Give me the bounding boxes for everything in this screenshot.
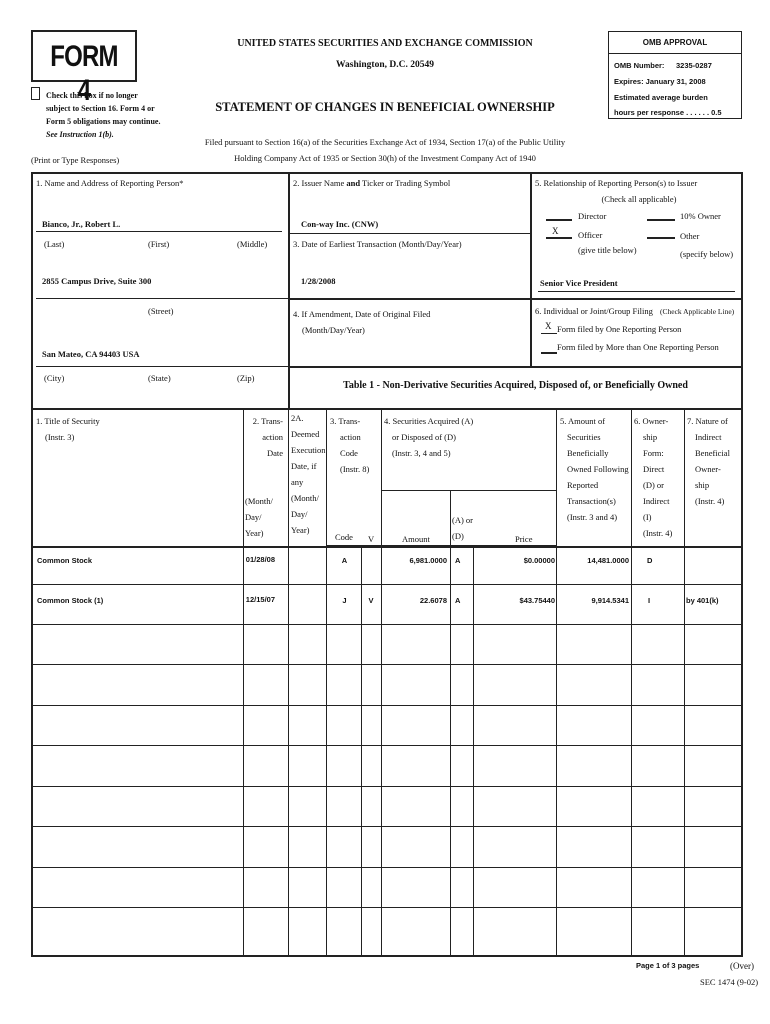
col-title-of-security: 1. Title of Security (Instr. 3) [36, 416, 100, 442]
row-transaction-date: 01/28/08 [245, 555, 275, 564]
row-transaction-date: 12/15/07 [245, 595, 275, 604]
agency-location: Washington, D.C. 20549 [336, 60, 434, 70]
col-amount-sub: Amount [402, 534, 430, 544]
officer-check-mark[interactable]: X [552, 226, 559, 236]
group-filing-label: 6. Individual or Joint/Group Filing [535, 306, 653, 316]
row-amount: 6,981.0000 [409, 556, 447, 565]
col-ownership-form: 6. Owner- ship Form: Direct (D) or Indirect (I) (Instr. 4) [634, 416, 673, 538]
row-security-title: Common Stock [37, 556, 93, 565]
no-longer-subject-checkbox[interactable] [31, 87, 40, 100]
ten-pct-owner-label: 10% Owner [680, 211, 721, 221]
row-code: A [341, 556, 348, 565]
row-security-title: Common Stock (1) [37, 596, 104, 605]
row-amount-owned: 9,914.5341 [591, 596, 629, 605]
col-a-or-d-sub: (A) or (D) [452, 515, 474, 541]
row-price: $0.00000 [523, 556, 555, 565]
other-label: Other [680, 231, 700, 241]
col-code-sub: Code [335, 532, 353, 542]
other-sub-label: (specify below) [680, 249, 734, 259]
page-number: Page 1 of 3 pages [636, 961, 700, 970]
col-price-sub: Price [515, 534, 533, 544]
earliest-transaction-label: 3. Date of Earliest Transaction (Month/Day/Year) [293, 239, 462, 249]
row-code: J [342, 596, 347, 605]
col-deemed-execution-date: 2A. Deemed Execution Date, if any (Month/ Day/ Year) [291, 413, 326, 535]
col-securities-acquired: 4. Securities Acquired (A) or Disposed of (D) (Instr. 3, 4 and 5) [384, 416, 474, 458]
omb-expires: Expires: January 31, 2008 [614, 77, 706, 86]
over-note: (Over) [730, 961, 754, 971]
issuer-name-label: 2. Issuer Name and Ticker or Trading Symbol [293, 178, 451, 188]
filed-pursuant-line2: Holding Company Act of 1935 or Section 30(h) of the Investment Company Act of 1940 [234, 153, 536, 163]
street-address-value[interactable]: 2855 Campus Drive, Suite 300 [42, 276, 152, 286]
reporting-person-name[interactable]: Bianco, Jr., Robert L. [42, 219, 121, 229]
sec-form-number: SEC 1474 (9-02) [700, 977, 759, 987]
officer-label: Officer [578, 230, 603, 240]
more-person-check-line[interactable] [541, 352, 557, 354]
middle-label: (Middle) [237, 239, 268, 249]
state-label: (State) [148, 373, 171, 383]
omb-title: OMB APPROVAL [642, 38, 708, 47]
statement-title: STATEMENT OF CHANGES IN BENEFICIAL OWNERSHIP [215, 100, 555, 114]
table-row [31, 547, 743, 584]
relationship-sub: (Check all applicable) [601, 194, 677, 204]
director-label: Director [578, 211, 607, 221]
relationship-label: 5. Relationship of Reporting Person(s) to Issuer [535, 178, 698, 188]
agency-name: UNITED STATES SECURITIES AND EXCHANGE COMMISSION [237, 38, 533, 49]
row-v: V [368, 596, 374, 605]
reporting-person-label: 1. Name and Address of Reporting Person* [36, 178, 184, 188]
city-label: (City) [44, 373, 65, 383]
col-transaction-code: 3. Trans- action Code (Instr. 8) [330, 416, 370, 474]
row-ownership-form: I [648, 596, 651, 605]
city-state-zip-value[interactable]: San Mateo, CA 94403 USA [42, 349, 140, 359]
col-nature-indirect: 7. Nature of Indirect Beneficial Owner- ship (Instr. 4) [687, 416, 730, 506]
print-note: (Print or Type Responses) [31, 155, 120, 165]
amendment-date-label: 4. If Amendment, Date of Original Filed (Month/Day/Year) [293, 309, 431, 335]
row-amount-owned: 14,481.0000 [587, 556, 629, 565]
omb-number-value: 3235-0287 [676, 61, 712, 70]
first-label: (First) [148, 239, 170, 249]
earliest-transaction-value[interactable]: 1/28/2008 [301, 276, 336, 286]
street-label: (Street) [148, 306, 174, 316]
omb-burden-2: hours per response . . . . . . 0.5 [614, 108, 722, 117]
omb-number-label: OMB Number: [614, 61, 665, 70]
form-title: FORM 4 [50, 40, 118, 107]
one-person-check-mark[interactable]: X [545, 321, 552, 331]
table1-title: Table 1 - Non-Derivative Securities Acquired, Disposed of, or Beneficially Owned [343, 380, 688, 391]
row-a-or-d: A [455, 596, 461, 605]
col-transaction-date: 2. Trans- action Date [252, 416, 283, 458]
director-check-line[interactable] [546, 219, 572, 221]
row-amount: 22.6078 [419, 596, 447, 605]
officer-title-value[interactable]: Senior Vice President [540, 278, 618, 288]
row-a-or-d: A [455, 556, 461, 565]
col-transaction-date-format: (Month/ Day/ Year) [245, 496, 273, 538]
row-price: $43.75440 [519, 596, 555, 605]
filed-pursuant-line1: Filed pursuant to Section 16(a) of the Securities Exchange Act of 1934, Section 17(a) of the Public Utility [204, 137, 566, 147]
row-nature: by 401(k) [686, 596, 719, 605]
col-v-sub: V [368, 534, 375, 544]
group-filing-note: (Check Applicable Line) [660, 307, 735, 316]
zip-label: (Zip) [237, 373, 255, 383]
omb-burden-1: Estimated average burden [614, 93, 708, 102]
more-person-label: Form filed by More than One Reporting Person [557, 342, 719, 352]
col-amount-owned: 5. Amount of Securities Beneficially Owned Following Reported Transaction(s) (Instr. 3 and 4) [560, 416, 629, 522]
ten-pct-check-line[interactable] [647, 219, 675, 221]
row-ownership-form: D [647, 556, 653, 565]
last-label: (Last) [44, 239, 65, 249]
table-row [31, 585, 743, 624]
one-person-label: Form filed by One Reporting Person [557, 324, 682, 334]
checkbox-instruction: Check this box if no longer subject to Section 16. Form 4 or Form 5 obligations may continue. See Instruction 1(b). [46, 91, 161, 139]
other-check-line[interactable] [647, 237, 675, 239]
officer-sub-label: (give title below) [578, 245, 637, 255]
issuer-name-value[interactable]: Con-way Inc. (CNW) [301, 219, 379, 229]
